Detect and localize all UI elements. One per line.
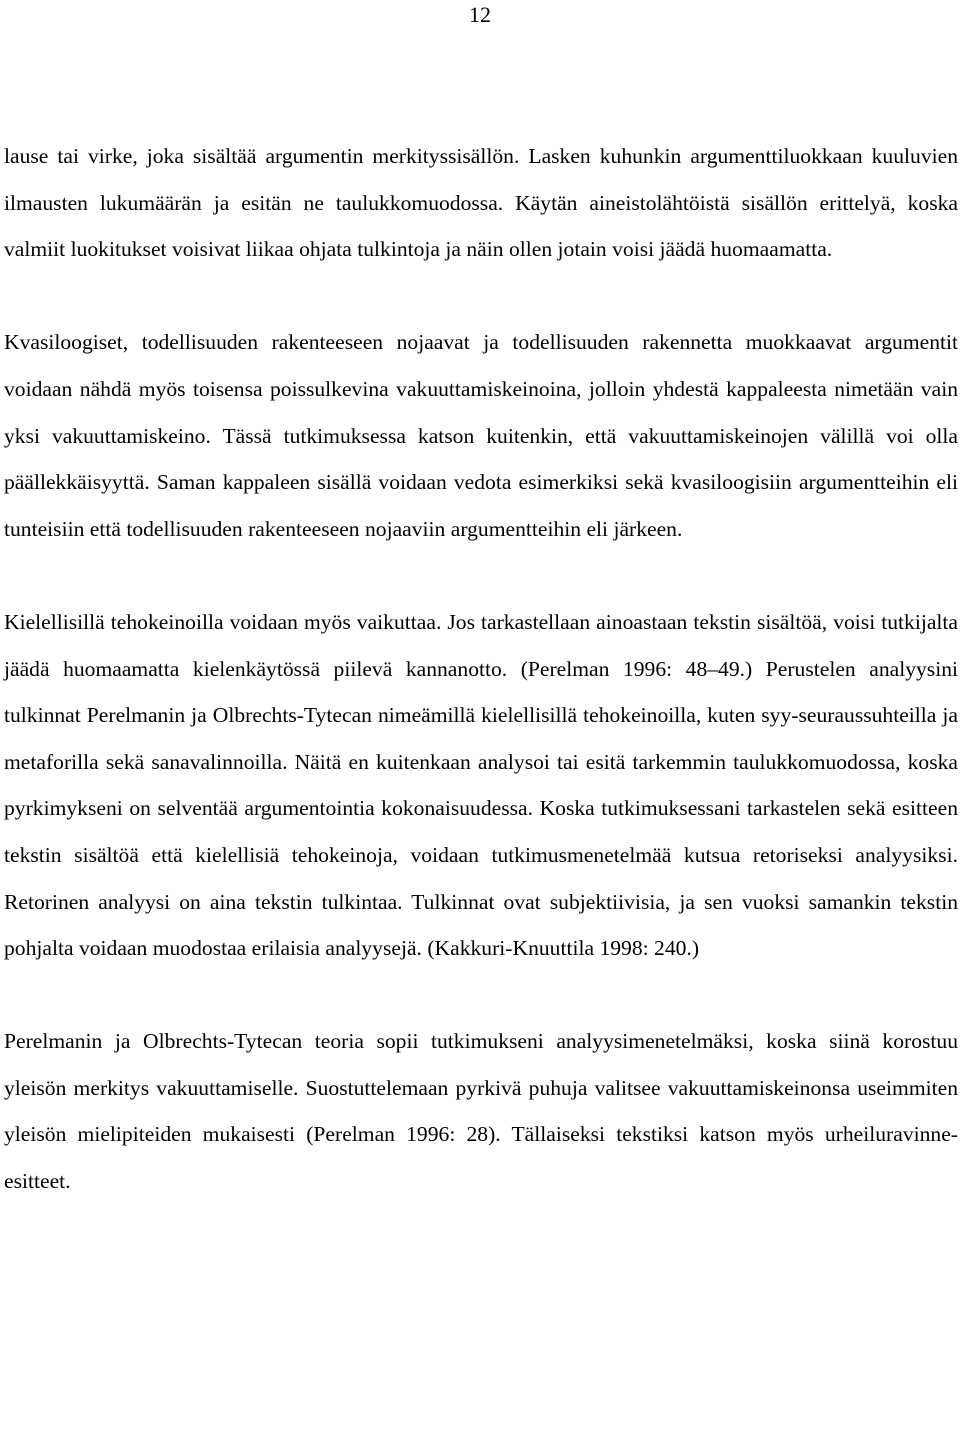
- document-body: [4, 133, 958, 1205]
- paragraph-4: Perelmanin ja Olbrechts-Tytecan teoria sopii tutkimukseni analyysimenetelmäksi, koska siinä korostuu yleisön merkitys vakuuttamiselle. Suostuttelemaan pyrkivä puhuja valitsee vakuuttamiskeinonsa useimmiten yleisön mielipiteiden mukaisesti (Perelman 1996: 28). Tällaiseksi tekstiksi katson myös urheiluravinne-esitteet.: [4, 1029, 958, 1194]
- paragraph-3: Kielellisillä tehokeinoilla voidaan myös vaikuttaa. Jos tarkastellaan ainoastaan tekstin sisältöä, voisi tutkijalta jäädä huomaamatta kielenkäytössä piilevä kannanotto. (Perelman 1996: 48–49.) Perustelen analyysini tulkinnat Perelmanin ja Olbrechts-Tytecan nimeämillä kielellisillä tehokeinoilla, kuten syy-seuraussuhteilla ja metaforilla sekä sanavalinnoilla. Näitä en kuitenkaan analysoi tai esitä tarkemmin taulukkomuodossa, koska pyrkimykseni on selventää argumentointia kokonaisuudessa. Koska tutkimuksessani tarkastelen sekä esitteen tekstin sisältöä että kielellisiä tehokeinoja, voidaan tutkimusmenetelmää kutsua retoriseksi analyysiksi. Retorinen analyysi on aina tekstin tulkintaa. Tulkinnat ovat subjektiivisia, ja sen vuoksi samankin tekstin pohjalta voidaan muodostaa erilaisia analyysejä. (Kakkuri-Knuuttila 1998: 240.): [4, 609, 958, 961]
- paragraph-gap: [4, 972, 958, 1019]
- paragraph-1: lause tai virke, joka sisältää argumentin merkityssisällön. Lasken kuhunkin argumenttiluokkaan kuuluvien ilmausten lukumäärän ja esitän ne taulukkomuodossa. Käytän aineistolähtöistä sisällön erittelyä, koska valmiit luokitukset voisivat liikaa ohjata tulkintoja ja näin ollen jotain voisi jäädä huomaamatta.: [4, 144, 958, 262]
- page-number: 12: [469, 2, 491, 27]
- paragraph-2: Kvasiloogiset, todellisuuden rakenteeseen nojaavat ja todellisuuden rakennetta muokkaavat argumentit voidaan nähdä myös toisensa poissulkevina vakuuttamiskeinoina, jolloin yhdestä kappaleesta nimetään vain yksi vakuuttamiskeino. Tässä tutkimuksessa katson kuitenkin, että vakuuttamiskeinojen välillä voi olla päällekkäisyyttä. Saman kappaleen sisällä voidaan vedota esimerkiksi sekä kvasiloogisiin argumentteihin eli tunteisiin että todellisuuden rakenteeseen nojaaviin argumentteihin eli järkeen.: [4, 330, 958, 541]
- paragraph-gap: [4, 273, 958, 320]
- paragraph-gap: [4, 552, 958, 599]
